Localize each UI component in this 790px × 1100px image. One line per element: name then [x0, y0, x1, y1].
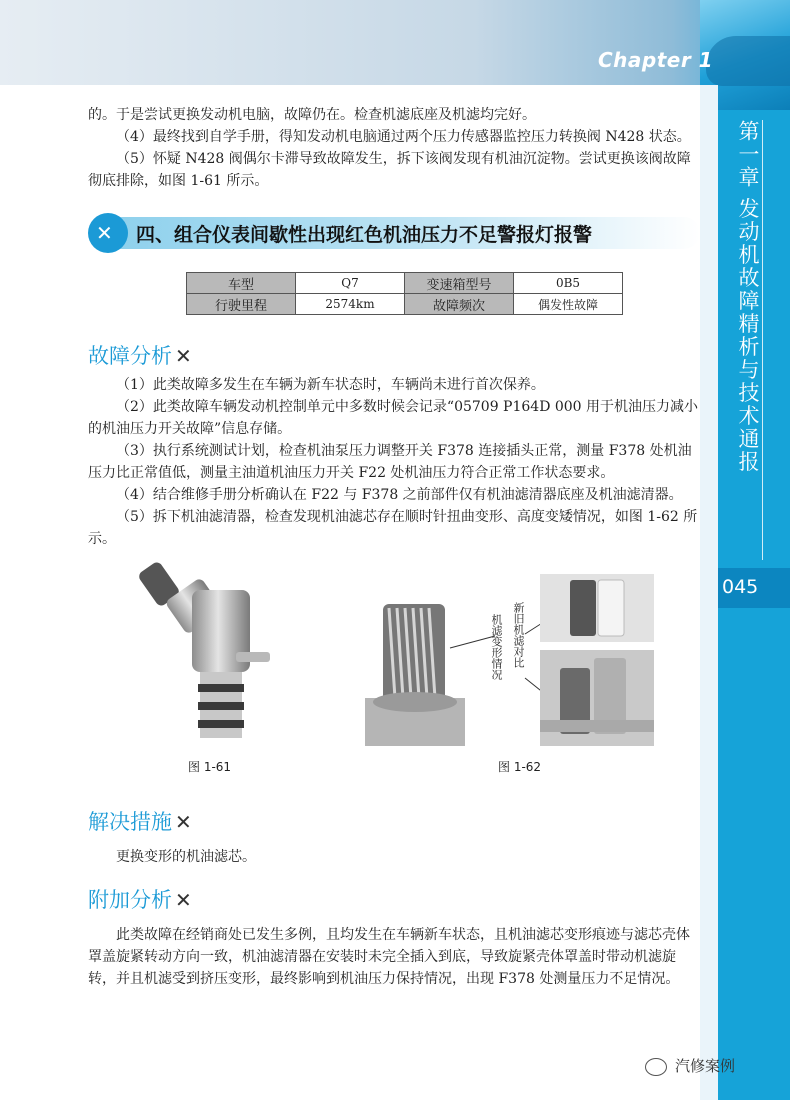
table-cell-header: 变速箱型号 — [405, 273, 514, 294]
valve-seal — [198, 720, 244, 728]
figure-caption-1-62: 图 1-62 — [498, 760, 542, 774]
tools-icon: ✕ — [175, 810, 192, 834]
filter-comparison-photo-bottom — [540, 650, 654, 746]
table-cell: 0B5 — [514, 273, 623, 294]
solution-heading-text: 解决措施 — [88, 810, 172, 834]
intro-paragraph-2: （4）最终找到自学手册，得知发动机电脑通过两个压力传感器监控压力转换阀 N428 状态。 — [116, 129, 691, 145]
solution-heading — [88, 806, 192, 836]
car-silhouette — [706, 36, 790, 86]
table-cell: Q7 — [296, 273, 405, 294]
extra-heading — [88, 884, 192, 914]
chapter-label: Chapter 1 — [598, 48, 714, 72]
callout-deformation: 机滤变形情况 — [490, 614, 503, 680]
old-filter — [570, 580, 596, 636]
table-cell: 2574km — [296, 294, 405, 315]
table-cell-header: 车型 — [187, 273, 296, 294]
analysis-heading-text: 故障分析 — [88, 344, 172, 368]
analysis-paragraph-4: （4）结合维修手册分析确认在 F22 与 F378 之前部件仅有机油滤清器底座及机油滤清器。 — [116, 487, 683, 503]
photo-tray — [540, 720, 654, 732]
valve-seal — [198, 684, 244, 692]
analysis-paragraph-2: （2）此类故障车辆发动机控制单元中多数时候会记录“05709 P164D 000 用于机油压力减小的机油压力开关故障”信息存储。 — [88, 399, 699, 437]
wrench-icon: ✕ — [96, 221, 113, 245]
analysis-paragraph-5: （5）拆下机油滤清器，检查发现机油滤芯存在顺时针扭曲变形、高度变矮情况，如图 1-62 所示。 — [88, 509, 698, 547]
section-header — [88, 213, 700, 253]
callout-comparison: 新旧机滤对比 — [512, 602, 525, 668]
valve-flange — [236, 652, 270, 662]
table-row — [187, 294, 623, 315]
tools-icon: ✕ — [175, 344, 192, 368]
footer-watermark — [645, 1055, 735, 1076]
callout-line — [450, 636, 495, 648]
header-band — [0, 0, 790, 85]
analysis-paragraph-1: （1）此类故障多发生在车辆为新车状态时，车辆尚未进行首次保养。 — [116, 377, 545, 393]
valve-seal — [198, 702, 244, 710]
tools-icon: ✕ — [175, 888, 192, 912]
sidebar-rule — [762, 120, 763, 560]
table-cell: 偶发性故障 — [514, 294, 623, 315]
filter-comparison-photo-top — [540, 574, 654, 642]
table-row — [187, 273, 623, 294]
sidebar-divider — [700, 85, 718, 1100]
table-cell-header: 行驶里程 — [187, 294, 296, 315]
extra-heading-text: 附加分析 — [88, 888, 172, 912]
page-number: 045 — [722, 576, 759, 598]
footer-text: 汽修案例 — [675, 1057, 736, 1075]
wechat-icon — [645, 1058, 667, 1076]
valve-photo — [136, 556, 276, 746]
intro-paragraph-3: （5）怀疑 N428 阀偶尔卡滞导致故障发生，拆下该阀发现有机油沉淀物。尝试更换该阀故障彻底排除，如图 1-61 所示。 — [88, 151, 691, 189]
solution-text: 更换变形的机油滤芯。 — [116, 849, 256, 865]
vehicle-info-table — [186, 272, 623, 315]
new-filter — [598, 580, 624, 636]
figure-caption-1-61: 图 1-61 — [188, 760, 232, 774]
section-title: 四、组合仪表间歇性出现红色机油压力不足警报灯报警 — [136, 224, 593, 246]
photo-background — [540, 574, 654, 642]
table-cell-header: 故障频次 — [405, 294, 514, 315]
intro-paragraph-1: 的。于是尝试更换发动机电脑，故障仍在。检查机滤底座及机滤均完好。 — [88, 107, 536, 123]
chapter-vertical-title: 第一章 发动机故障精析与技术通报 — [736, 120, 760, 474]
analysis-paragraph-3: （3）执行系统测试计划，检查机油泵压力调整开关 F378 连接插头正常，测量 F378 处机油压力比正常值低，测量主油道机油压力开关 F22 处机油压力符合正常工作状态要求。 — [88, 443, 692, 481]
analysis-heading — [88, 340, 192, 370]
extra-text: 此类故障在经销商处已发生多例，且均发生在车辆新车状态，且机油滤芯变形痕迹与滤芯壳体罩盖旋紧转动方向一致，机油滤清器在安装时未完全插入到底，导致旋紧壳体罩盖时带动机滤旋转，并且机滤受到挤压变形，最终影响到机油压力保持情况，出现 F378 处测量压力不足情况。 — [88, 927, 690, 987]
